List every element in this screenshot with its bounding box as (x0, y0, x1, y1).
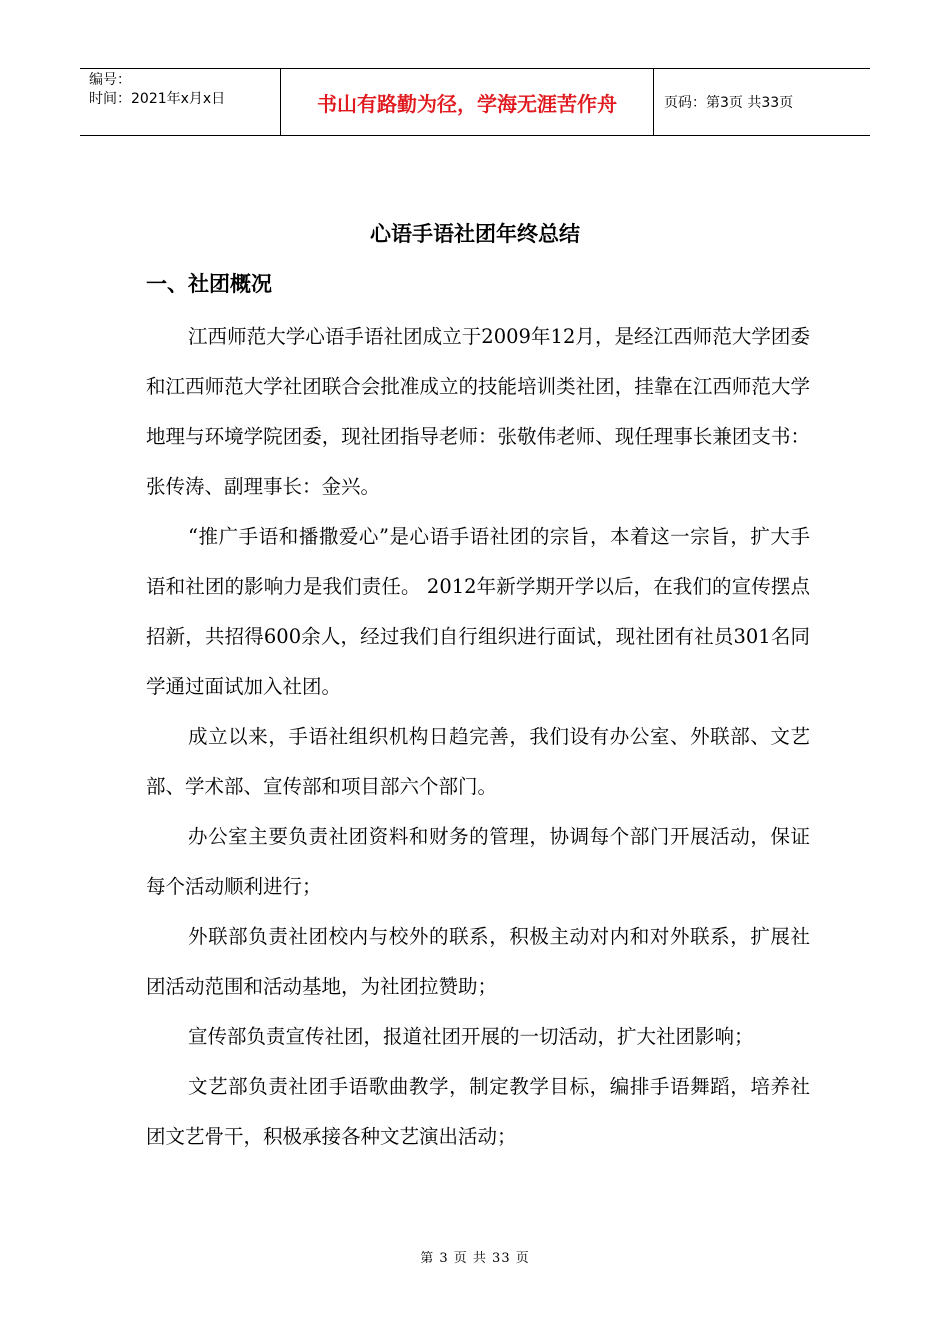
time-label: 时间：2021年x月x日 (89, 91, 226, 107)
document-body (146, 312, 810, 1162)
paragraph: 外联部负责社团校内与校外的联系，积极主动对内和对外联系，扩展社团活动范围和活动基地，为社团拉赞助； (146, 925, 810, 998)
header-page-info: 页码：第3页 共33页 (664, 95, 794, 111)
header-meta (80, 69, 281, 135)
section-heading: 一、社团概况 (146, 272, 272, 296)
paragraph: 宣传部负责宣传社团，报道社团开展的一切活动，扩大社团影响； (188, 1025, 754, 1048)
paragraph: 文艺部负责社团手语歌曲教学，制定教学目标，编排手语舞蹈，培养社团文艺骨干，积极承接各种文艺演出活动； (146, 1075, 810, 1148)
paragraph: 成立以来，手语社组织机构日趋完善，我们设有办公室、外联部、文艺部、学术部、宣传部和项目部六个部门。 (146, 725, 810, 798)
document-title: 心语手语社团年终总结 (370, 222, 580, 246)
document-header (80, 68, 870, 136)
number-label: 编号： (89, 72, 131, 88)
page-footer: 第 3 页 共 33 页 (420, 1251, 530, 1266)
paragraph: 办公室主要负责社团资料和财务的管理，协调每个部门开展活动，保证每个活动顺利进行； (146, 825, 810, 898)
header-motto: 书山有路勤为径，学海无涯苦作舟 (281, 69, 654, 135)
paragraph: “推广手语和播撒爱心”是心语手语社团的宗旨，本着这一宗旨，扩大手语和社团的影响力是我们责任。 2012年新学期开学以后，在我们的宣传摆点招新，共招得600余人，经过我们自行组织进行面试，现社团有社员301名同学通过面试加入社团。 (146, 525, 810, 698)
paragraph: 江西师范大学心语手语社团成立于2009年12月，是经江西师范大学团委和江西师范大学社团联合会批准成立的技能培训类社团，挂靠在江西师范大学地理与环境学院团委，现社团指导老师：张敬伟老师、现任理事长兼团支书：张传涛、副理事长：金兴。 (146, 325, 810, 498)
